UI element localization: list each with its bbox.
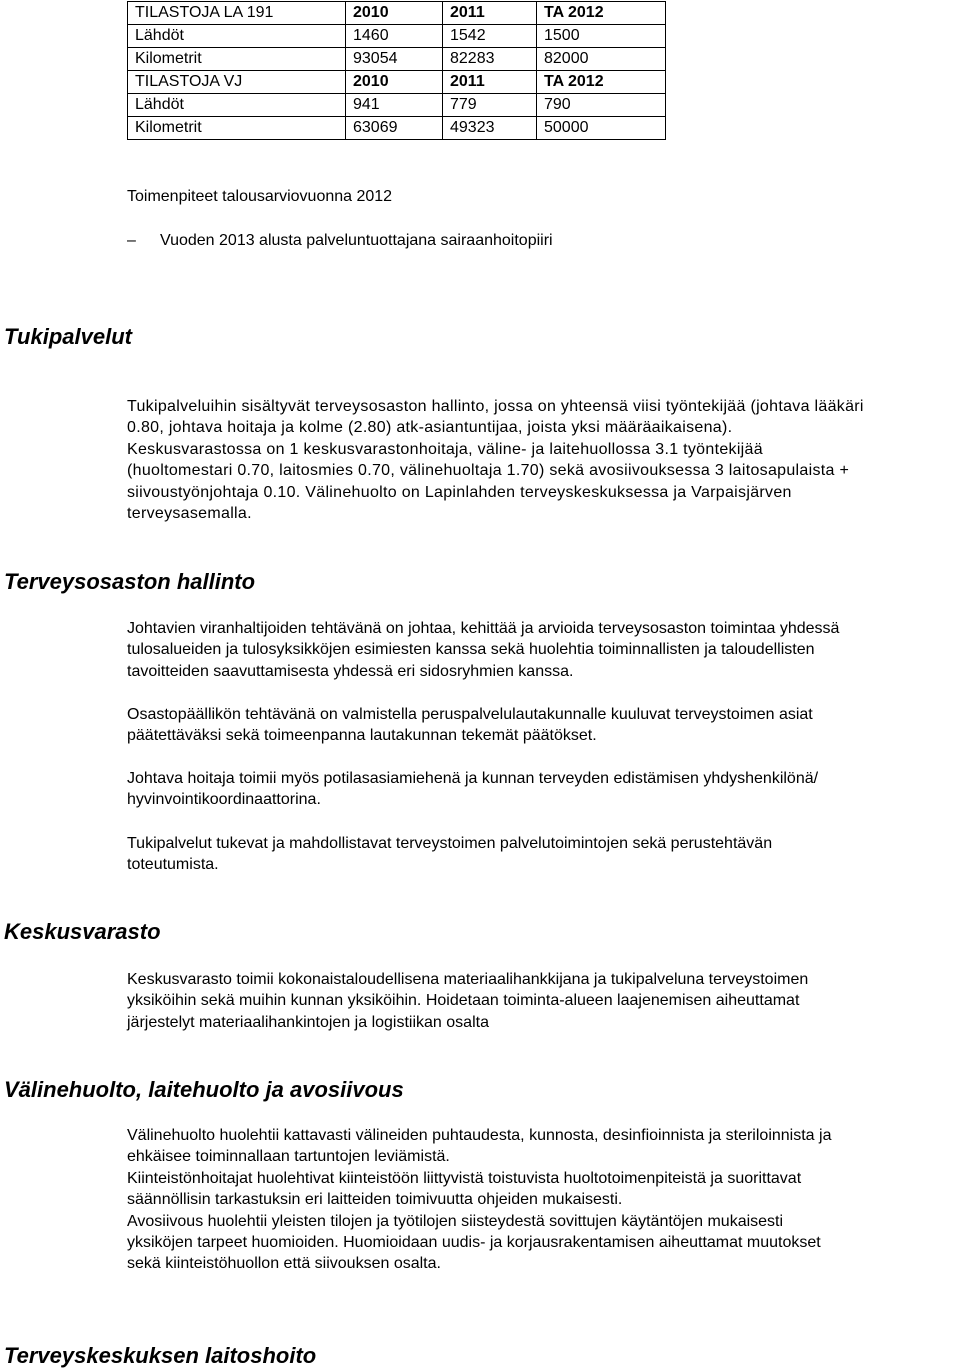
text-line: sekä kiinteistöhuollon että siivouksen osalta. — [127, 1255, 441, 1273]
table-cell: TILASTOJA VJ — [128, 71, 346, 94]
table-row — [128, 71, 666, 94]
text-line: Tukipalveluihin sisältyvät terveysosaston hallinto, jossa on yhteensä viisi työntekijää (johtava lääkäri — [127, 398, 864, 415]
table-row — [128, 25, 666, 48]
text-line: päätettäväksi sekä toimeenpanna lautakunnan tekemät päätökset. — [127, 727, 597, 745]
text-line: (huoltomestari 0.70, laitosmies 0.70, välinehuoltaja 1.70) sekä avosiivouksessa 3 laitosapulaista + — [127, 462, 850, 480]
text-line: hyvinvointikoordinaattorina. — [127, 791, 321, 809]
table-cell: Lähdöt — [128, 25, 346, 48]
text-line: Keskusvarasto toimii kokonaistaloudellisena materiaalihankkijana ja tukipalveluna terveystoimen — [127, 971, 809, 988]
table-cell: 50000 — [537, 117, 666, 140]
table-cell: 1460 — [346, 25, 443, 48]
table-cell: 49323 — [443, 117, 537, 140]
text-line: Tukipalvelut tukevat ja mahdollistavat terveystoimen palvelutoimintojen sekä perustehtävän — [127, 835, 773, 852]
table-row — [128, 117, 666, 140]
text-line: Johtavien viranhaltijoiden tehtävänä on johtaa, kehittää ja arvioida terveysosaston toimintaa yhdessä — [127, 620, 840, 637]
heading-terveysosaston-hallinto: Terveysosaston hallinto — [4, 569, 256, 594]
bullet-dash: – — [127, 232, 136, 249]
text-line: säännöllisin tarkastuksin eri laitteiden toimivuutta ohjeiden mukaisesti. — [127, 1191, 623, 1209]
table-cell: 2010 — [346, 71, 443, 94]
text-line: Kiinteistönhoitajat huolehtivat kiinteistöön liittyvistä toistuvista huoltotoimenpiteistä ja suorittavat — [127, 1169, 802, 1187]
text-line: siivoustyönjohtaja 0.10. Välinehuolto on Lapinlahden terveyskeskuksessa ja Varpaisjärven — [127, 483, 792, 501]
table-row — [128, 94, 666, 117]
table-cell: 2010 — [346, 2, 443, 25]
table-cell: 82283 — [443, 48, 537, 71]
paragraph-hallinto-2 — [127, 704, 957, 747]
text-line: 0.80, johtava hoitaja ja kolme (2.80) atk-asiantuntijaa, joista yksi määräaikaisena). — [127, 419, 733, 437]
paragraph-tukipalvelut — [127, 396, 953, 524]
table-cell: 63069 — [346, 117, 443, 140]
paragraph-hallinto-3 — [127, 768, 957, 811]
table-cell: 1500 — [537, 25, 666, 48]
text-line: yksiköihin sekä muihin kunnan yksiköihin. Hoidetaan toiminta-alueen laajenemisen aiheuttamat — [127, 992, 800, 1010]
text-line: tavoitteiden saavuttamisesta yhdessä eri sidosryhmien kanssa. — [127, 662, 574, 680]
text-line: yksiköjen tarpeet huomioiden. Huomioidaan uudis- ja korjausrakentamisen aiheuttamat muutokset — [127, 1234, 821, 1252]
text-line: Avosiivous huolehtii yleisten tilojen ja työtilojen siisteydestä sovittujen käytäntöjen mukaisesti — [127, 1212, 784, 1230]
heading-laitoshoito: Terveyskeskuksen laitoshoito — [4, 1343, 317, 1368]
paragraph-hallinto-4 — [127, 833, 957, 876]
table-cell: 2011 — [443, 71, 537, 94]
paragraph-hallinto-1 — [127, 618, 957, 682]
heading-keskusvarasto: Keskusvarasto — [4, 919, 161, 944]
heading-valinehuolto: Välinehuolto, laitehuolto ja avosiivous — [4, 1077, 404, 1102]
table-cell: 1542 — [443, 25, 537, 48]
table-cell: TILASTOJA LA 191 — [128, 2, 346, 25]
table-cell: Kilometrit — [128, 48, 346, 71]
text-line: Keskusvarastossa on 1 keskusvarastonhoitaja, väline- ja laitehuollossa 3.1 työntekijää — [127, 440, 763, 458]
table-row — [128, 2, 666, 25]
paragraph-valinehuolto — [127, 1125, 957, 1275]
paragraph-keskusvarasto — [127, 969, 957, 1033]
table-cell: Lähdöt — [128, 94, 346, 117]
text-line: Johtava hoitaja toimii myös potilasasiamiehenä ja kunnan terveyden edistämisen yhdyshenkilönä/ — [127, 770, 819, 787]
table-cell: 2011 — [443, 2, 537, 25]
text-line: toteutumista. — [127, 856, 219, 874]
section-title-toimenpiteet: Toimenpiteet talousarviovuonna 2012 — [127, 188, 393, 205]
text-line: Osastopäällikön tehtävänä on valmistella peruspalvelulautakunnalle kuuluvat terveystoimen asiat — [127, 706, 813, 723]
text-line: terveysasemalla. — [127, 505, 252, 523]
text-line: tulosalueiden ja tulosyksikköjen esimiesten kanssa sekä huolehtia toiminnallisten ja taloudellisten — [127, 641, 815, 659]
bullet-item — [127, 232, 553, 250]
table-cell: 790 — [537, 94, 666, 117]
table-cell: 779 — [443, 94, 537, 117]
table-cell: 941 — [346, 94, 443, 117]
table-cell: Kilometrit — [128, 117, 346, 140]
table-cell: TA 2012 — [537, 71, 666, 94]
table-row — [128, 48, 666, 71]
table-cell: TA 2012 — [537, 2, 666, 25]
bullet-text: Vuoden 2013 alusta palveluntuottajana sairaanhoitopiiri — [160, 232, 553, 249]
text-line: Välinehuolto huolehtii kattavasti välineiden puhtaudesta, kunnosta, desinfioinnista ja steriloinnista ja — [127, 1127, 832, 1144]
text-line: järjestelyt materiaalihankintojen ja logistiikan osalta — [127, 1013, 489, 1031]
text-line: ehkäisee toiminnallaan tartuntojen leviämistä. — [127, 1148, 450, 1166]
statistics-table — [127, 1, 666, 140]
table-cell: 82000 — [537, 48, 666, 71]
heading-tukipalvelut: Tukipalvelut — [4, 324, 132, 349]
table-cell: 93054 — [346, 48, 443, 71]
